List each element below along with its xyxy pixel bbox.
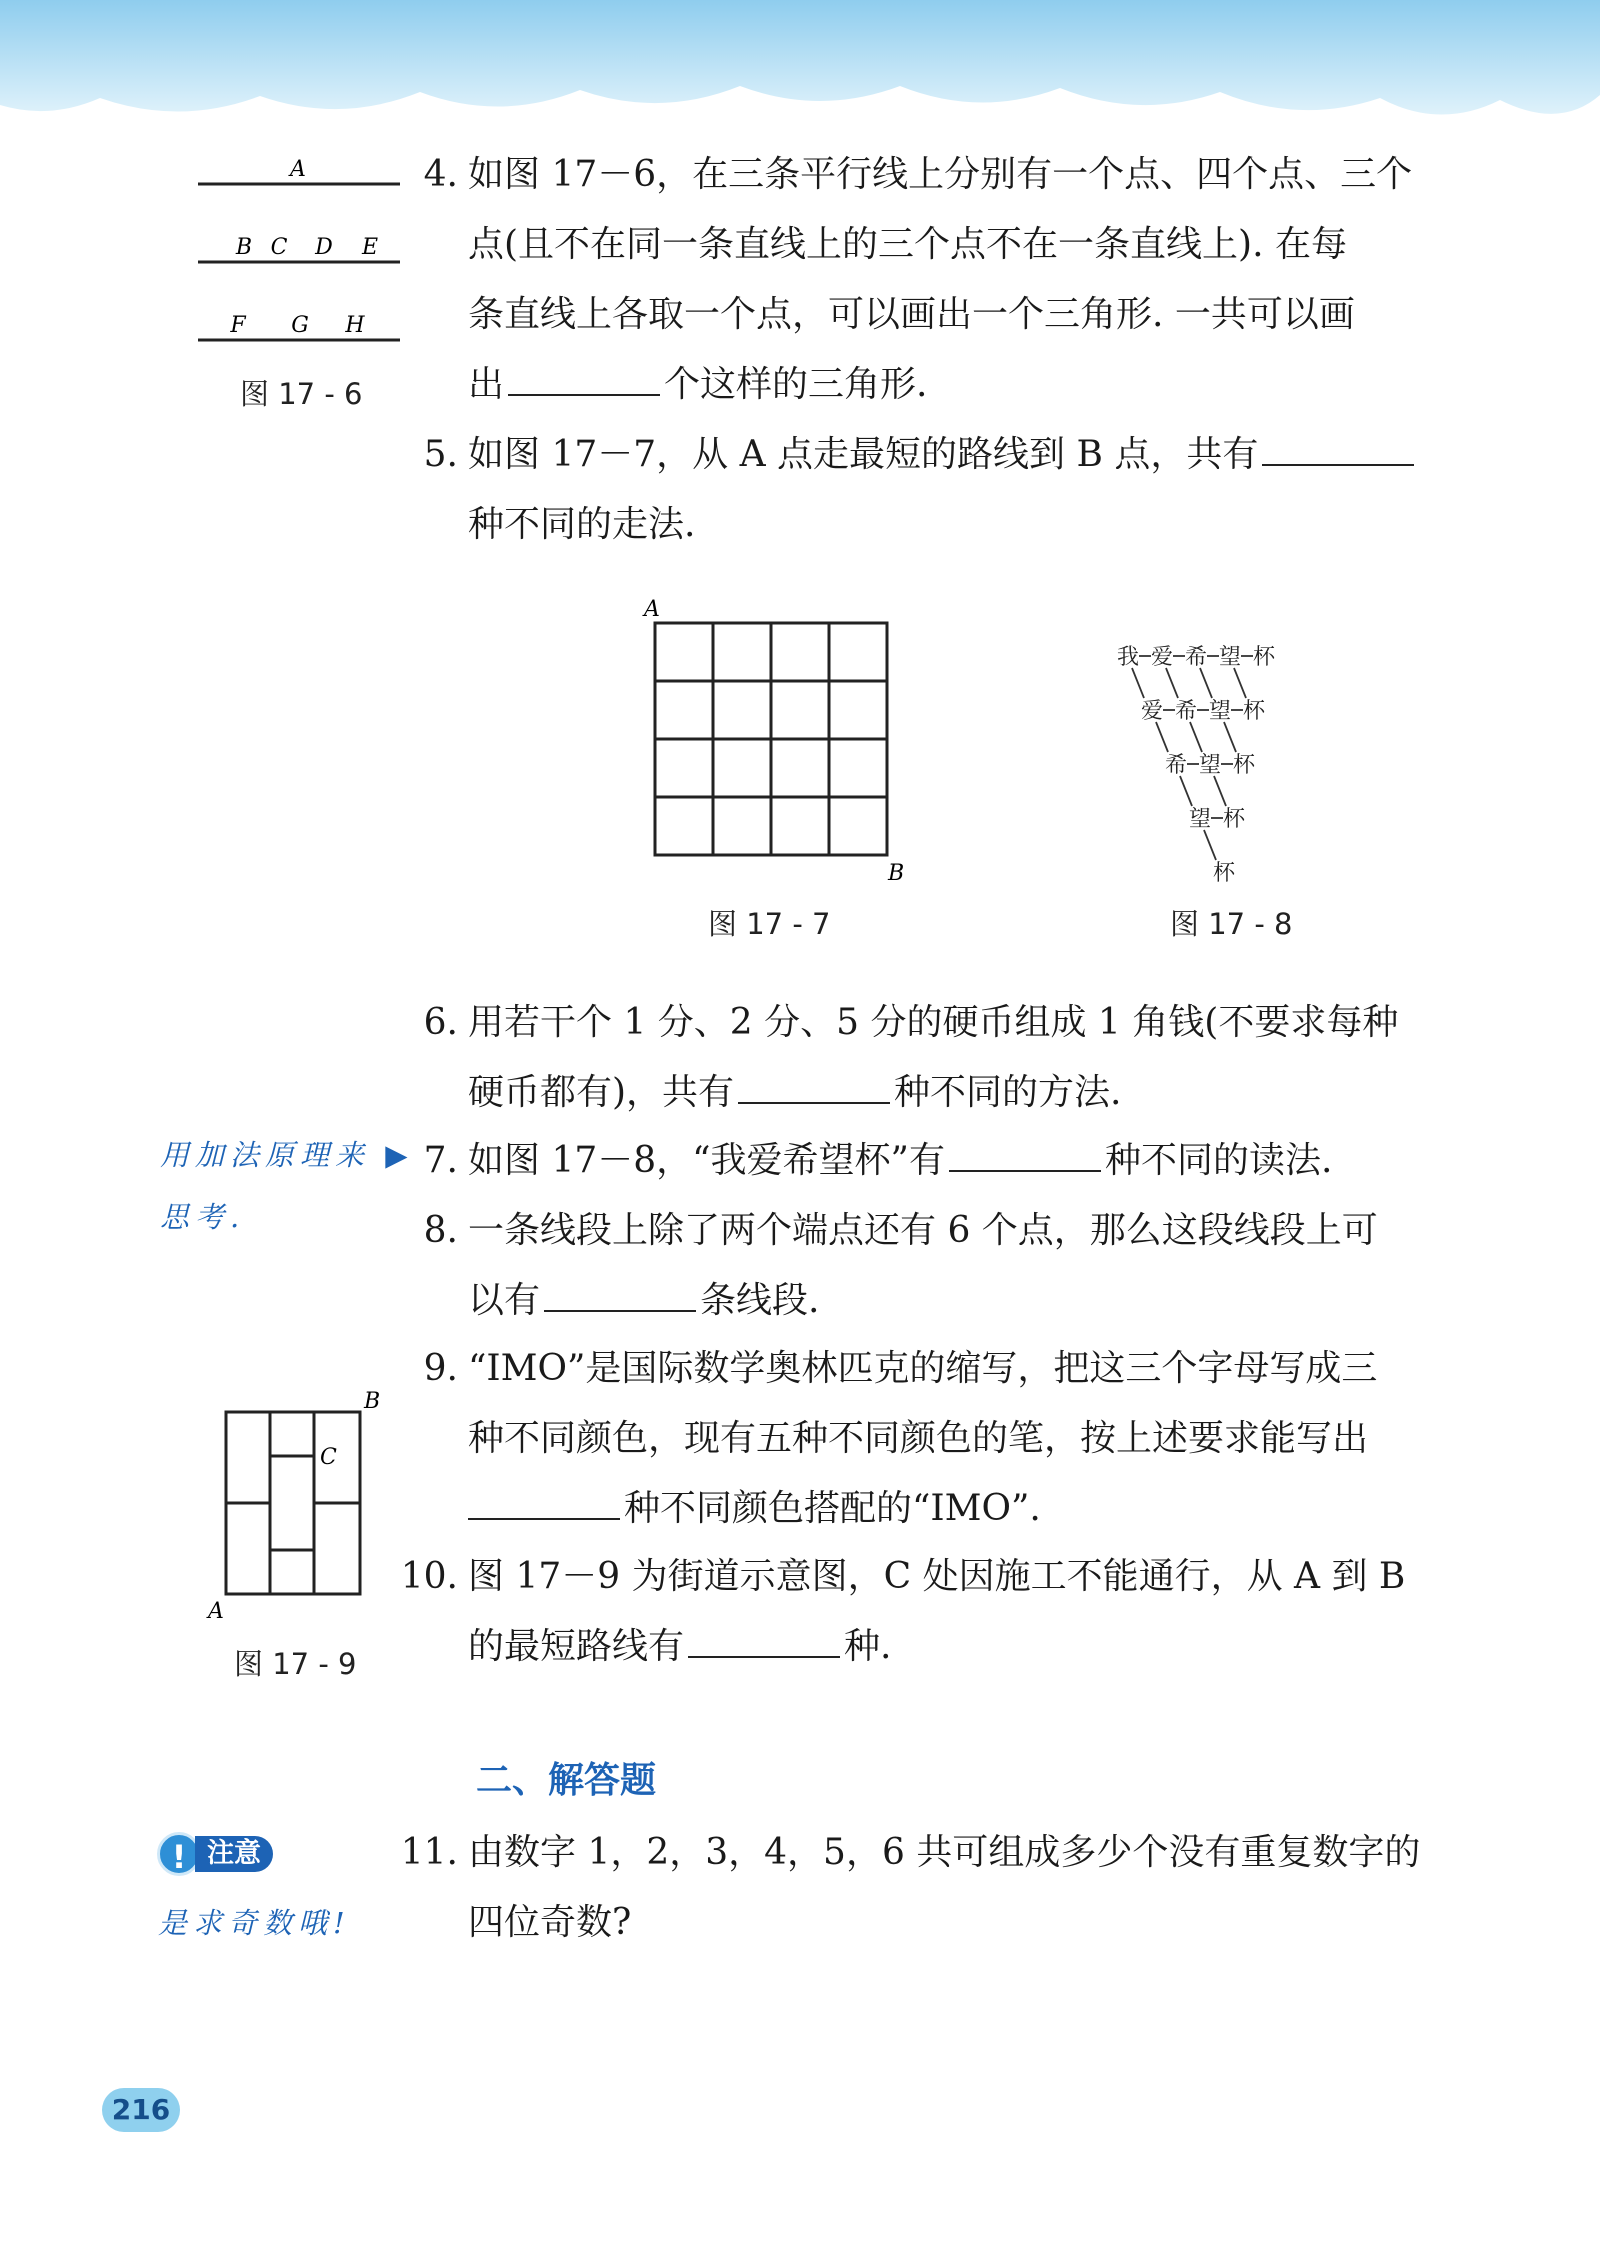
- point-label-h: H: [345, 313, 365, 338]
- char-cell: 希: [1184, 645, 1208, 670]
- question-11: [400, 1818, 1508, 1958]
- attention-label: 注意: [195, 1836, 273, 1872]
- question-line: [468, 1058, 1508, 1128]
- answer-blank[interactable]: [544, 1280, 696, 1312]
- question-number: 7.: [423, 1140, 458, 1181]
- figure-17-8: [1110, 636, 1370, 892]
- question-text: 如图 17－8，“我爱希望杯”有: [468, 1140, 945, 1181]
- question-number: 9.: [423, 1348, 458, 1389]
- question-line: [468, 1266, 1508, 1336]
- point-label-b: B: [235, 235, 253, 260]
- answer-blank[interactable]: [688, 1626, 840, 1658]
- attention-badge: [157, 1832, 273, 1876]
- question-line: [468, 420, 1508, 490]
- question-line: [468, 1474, 1508, 1544]
- page-number-badge: 216: [102, 2088, 180, 2132]
- figure-17-8-caption: 图 17 - 8: [1170, 907, 1293, 941]
- point-label-e: E: [361, 235, 379, 260]
- point-label-g: G: [291, 313, 309, 338]
- question-line: 点(且不在同一条直线上的三个点不在一条直线上). 在每: [468, 224, 1347, 265]
- answer-blank[interactable]: [468, 1488, 620, 1520]
- point-label-f: F: [230, 313, 246, 338]
- question-text: 出: [468, 364, 505, 405]
- figure-17-7-caption: 图 17 - 7: [708, 907, 831, 941]
- question-8: [423, 1196, 1508, 1336]
- question-number: 5.: [423, 434, 458, 475]
- question-text: 种不同的方法.: [894, 1072, 1122, 1113]
- question-number: 11.: [400, 1832, 458, 1873]
- question-10: [400, 1542, 1508, 1682]
- question-7: [423, 1126, 1508, 1196]
- char-cell: 望: [1188, 807, 1212, 832]
- question-line: “IMO”是国际数学奥林匹克的缩写，把这三个字母写成三: [468, 1348, 1378, 1389]
- question-line: 用若干个 1 分、2 分、5 分的硬币组成 1 角钱(不要求每种: [468, 1002, 1399, 1043]
- question-text: 种.: [844, 1626, 892, 1667]
- question-line: 种不同的走法.: [468, 504, 696, 545]
- char-cell: 杯: [1242, 699, 1266, 724]
- arrow-right-icon: ▶: [385, 1138, 414, 1172]
- figure-17-6-caption: 图 17 - 6: [240, 377, 363, 411]
- char-cell: 杯: [1222, 807, 1246, 832]
- question-number: 6.: [423, 1002, 458, 1043]
- question-line: 由数字 1，2，3，4，5，6 共可组成多少个没有重复数字的: [468, 1832, 1421, 1873]
- exclamation-icon: !: [157, 1832, 201, 1876]
- question-text: 条线段.: [700, 1280, 820, 1321]
- answer-blank[interactable]: [508, 364, 660, 396]
- char-cell: 望: [1218, 645, 1242, 670]
- street-label-a: A: [208, 1599, 224, 1624]
- question-line: [468, 1126, 1508, 1196]
- header-band: [0, 0, 1600, 140]
- answer-blank[interactable]: [738, 1072, 890, 1104]
- point-label-d: D: [315, 235, 333, 260]
- figure-17-9-caption: 图 17 - 9: [234, 1647, 357, 1681]
- grid-label-b: B: [888, 861, 905, 886]
- question-number: 4.: [423, 154, 458, 195]
- point-label-a: A: [290, 157, 306, 182]
- question-number: 10.: [400, 1556, 458, 1597]
- attention-text: 是求奇数哦!: [158, 1906, 351, 1940]
- char-cell: 希: [1164, 753, 1188, 778]
- question-text: 种不同颜色搭配的“IMO”.: [624, 1488, 1041, 1529]
- hint-line: 思考.: [160, 1200, 246, 1234]
- answer-blank[interactable]: [949, 1140, 1101, 1172]
- question-number: 8.: [423, 1210, 458, 1251]
- question-line: [468, 1612, 1508, 1682]
- question-line: 图 17－9 为街道示意图，C 处因施工不能通行，从 A 到 B: [468, 1556, 1406, 1597]
- hint-text: 用加法原理来: [160, 1138, 371, 1172]
- question-line: 四位奇数?: [468, 1902, 632, 1943]
- question-9: [423, 1334, 1508, 1544]
- question-6: [423, 988, 1508, 1128]
- section-title: 二、解答题: [476, 1760, 657, 1801]
- char-cell: 望: [1208, 699, 1232, 724]
- question-5: [423, 420, 1508, 560]
- grid-label-a: A: [644, 598, 660, 622]
- street-label-c: C: [320, 1445, 337, 1470]
- hint-line: [160, 1124, 414, 1186]
- question-line: 条直线上各取一个点，可以画出一个三角形. 一共可以画: [468, 294, 1355, 335]
- char-cell: 杯: [1232, 753, 1256, 778]
- char-cell: 希: [1174, 699, 1198, 724]
- question-line: 如图 17－6，在三条平行线上分别有一个点、四个点、三个: [468, 154, 1413, 195]
- question-text: 种不同的读法.: [1104, 1140, 1333, 1181]
- answer-blank[interactable]: [1262, 434, 1414, 466]
- hint-note: [160, 1124, 414, 1248]
- question-line: 种不同颜色，现有五种不同颜色的笔，按上述要求能写出: [468, 1418, 1369, 1459]
- char-cell: 我: [1116, 645, 1140, 670]
- char-cell: 杯: [1212, 861, 1236, 886]
- figure-17-9: [200, 1390, 400, 1630]
- char-cell: 爱: [1150, 645, 1174, 670]
- street-label-b: B: [364, 1390, 381, 1414]
- char-cell: 杯: [1252, 645, 1276, 670]
- question-line: 一条线段上除了两个端点还有 6 个点，那么这段线段上可: [468, 1210, 1378, 1251]
- question-text: 个这样的三角形.: [664, 364, 928, 405]
- question-text: 的最短路线有: [468, 1626, 685, 1667]
- figure-17-7: [630, 598, 910, 888]
- char-cell: 望: [1198, 753, 1222, 778]
- question-line: [468, 350, 1508, 420]
- point-label-c: C: [270, 235, 288, 260]
- question-text: 硬币都有)，共有: [468, 1072, 735, 1113]
- question-4: [423, 140, 1508, 420]
- question-text: 以有: [468, 1280, 541, 1321]
- char-cell: 爱: [1140, 699, 1164, 724]
- question-text: 如图 17－7，从 A 点走最短的路线到 B 点，共有: [468, 434, 1259, 475]
